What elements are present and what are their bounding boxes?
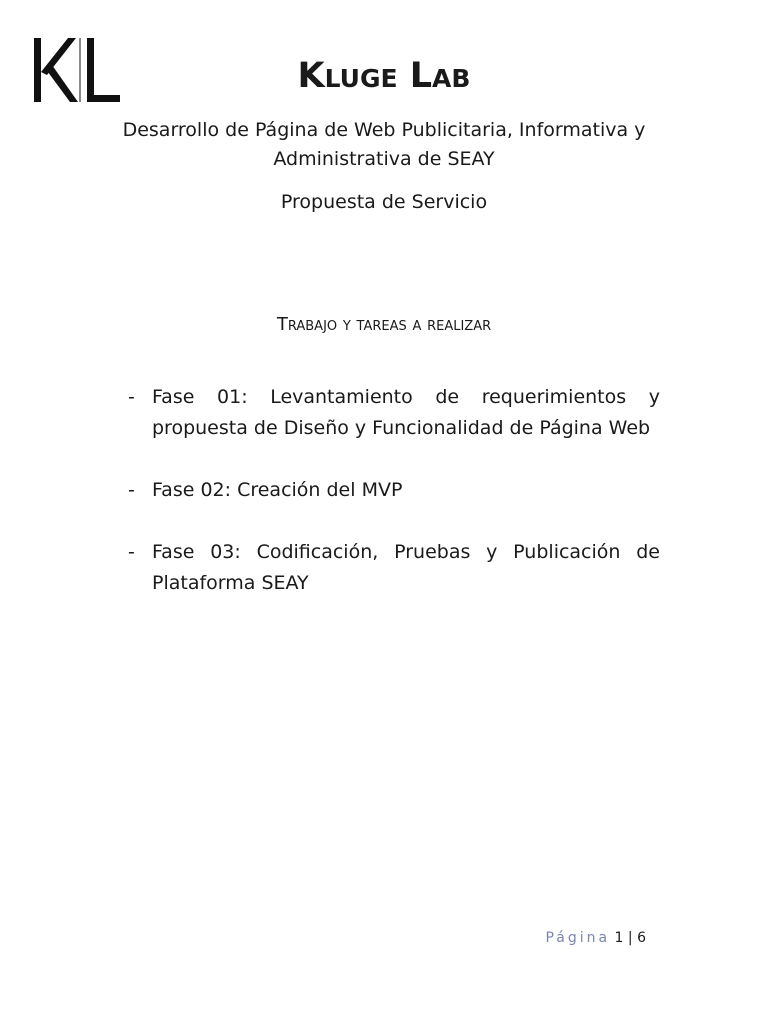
company-title: Kluge Lab xyxy=(297,56,471,96)
bullet-dash: - xyxy=(128,386,135,408)
page-label: Página xyxy=(545,930,611,946)
phase-item xyxy=(128,382,660,444)
current-page-number: 1 xyxy=(614,930,624,946)
bullet-dash: - xyxy=(128,479,135,501)
phase-list xyxy=(128,382,660,630)
page-footer xyxy=(545,928,646,948)
proposal-label: Propuesta de Servicio xyxy=(280,191,488,213)
section-heading: Trabajo y tareas a realizar xyxy=(276,314,492,335)
phase-item xyxy=(128,475,660,506)
phase-text: Fase 02: Creación del MVP xyxy=(152,479,403,501)
phase-item xyxy=(128,537,660,599)
phase-text: Fase 03: Codificación, Pruebas y Publicación de Plataforma SEAY xyxy=(152,541,660,594)
phase-text: Fase 01: Levantamiento de requerimientos y propuesta de Diseño y Funcionalidad de Página Web xyxy=(152,386,660,439)
total-pages: 6 xyxy=(637,930,646,946)
bullet-dash: - xyxy=(128,541,135,563)
page-separator: | xyxy=(627,930,633,946)
document-subtitle: Desarrollo de Página de Web Publicitaria, Informativa y Administrativa de SEAY xyxy=(122,119,646,170)
